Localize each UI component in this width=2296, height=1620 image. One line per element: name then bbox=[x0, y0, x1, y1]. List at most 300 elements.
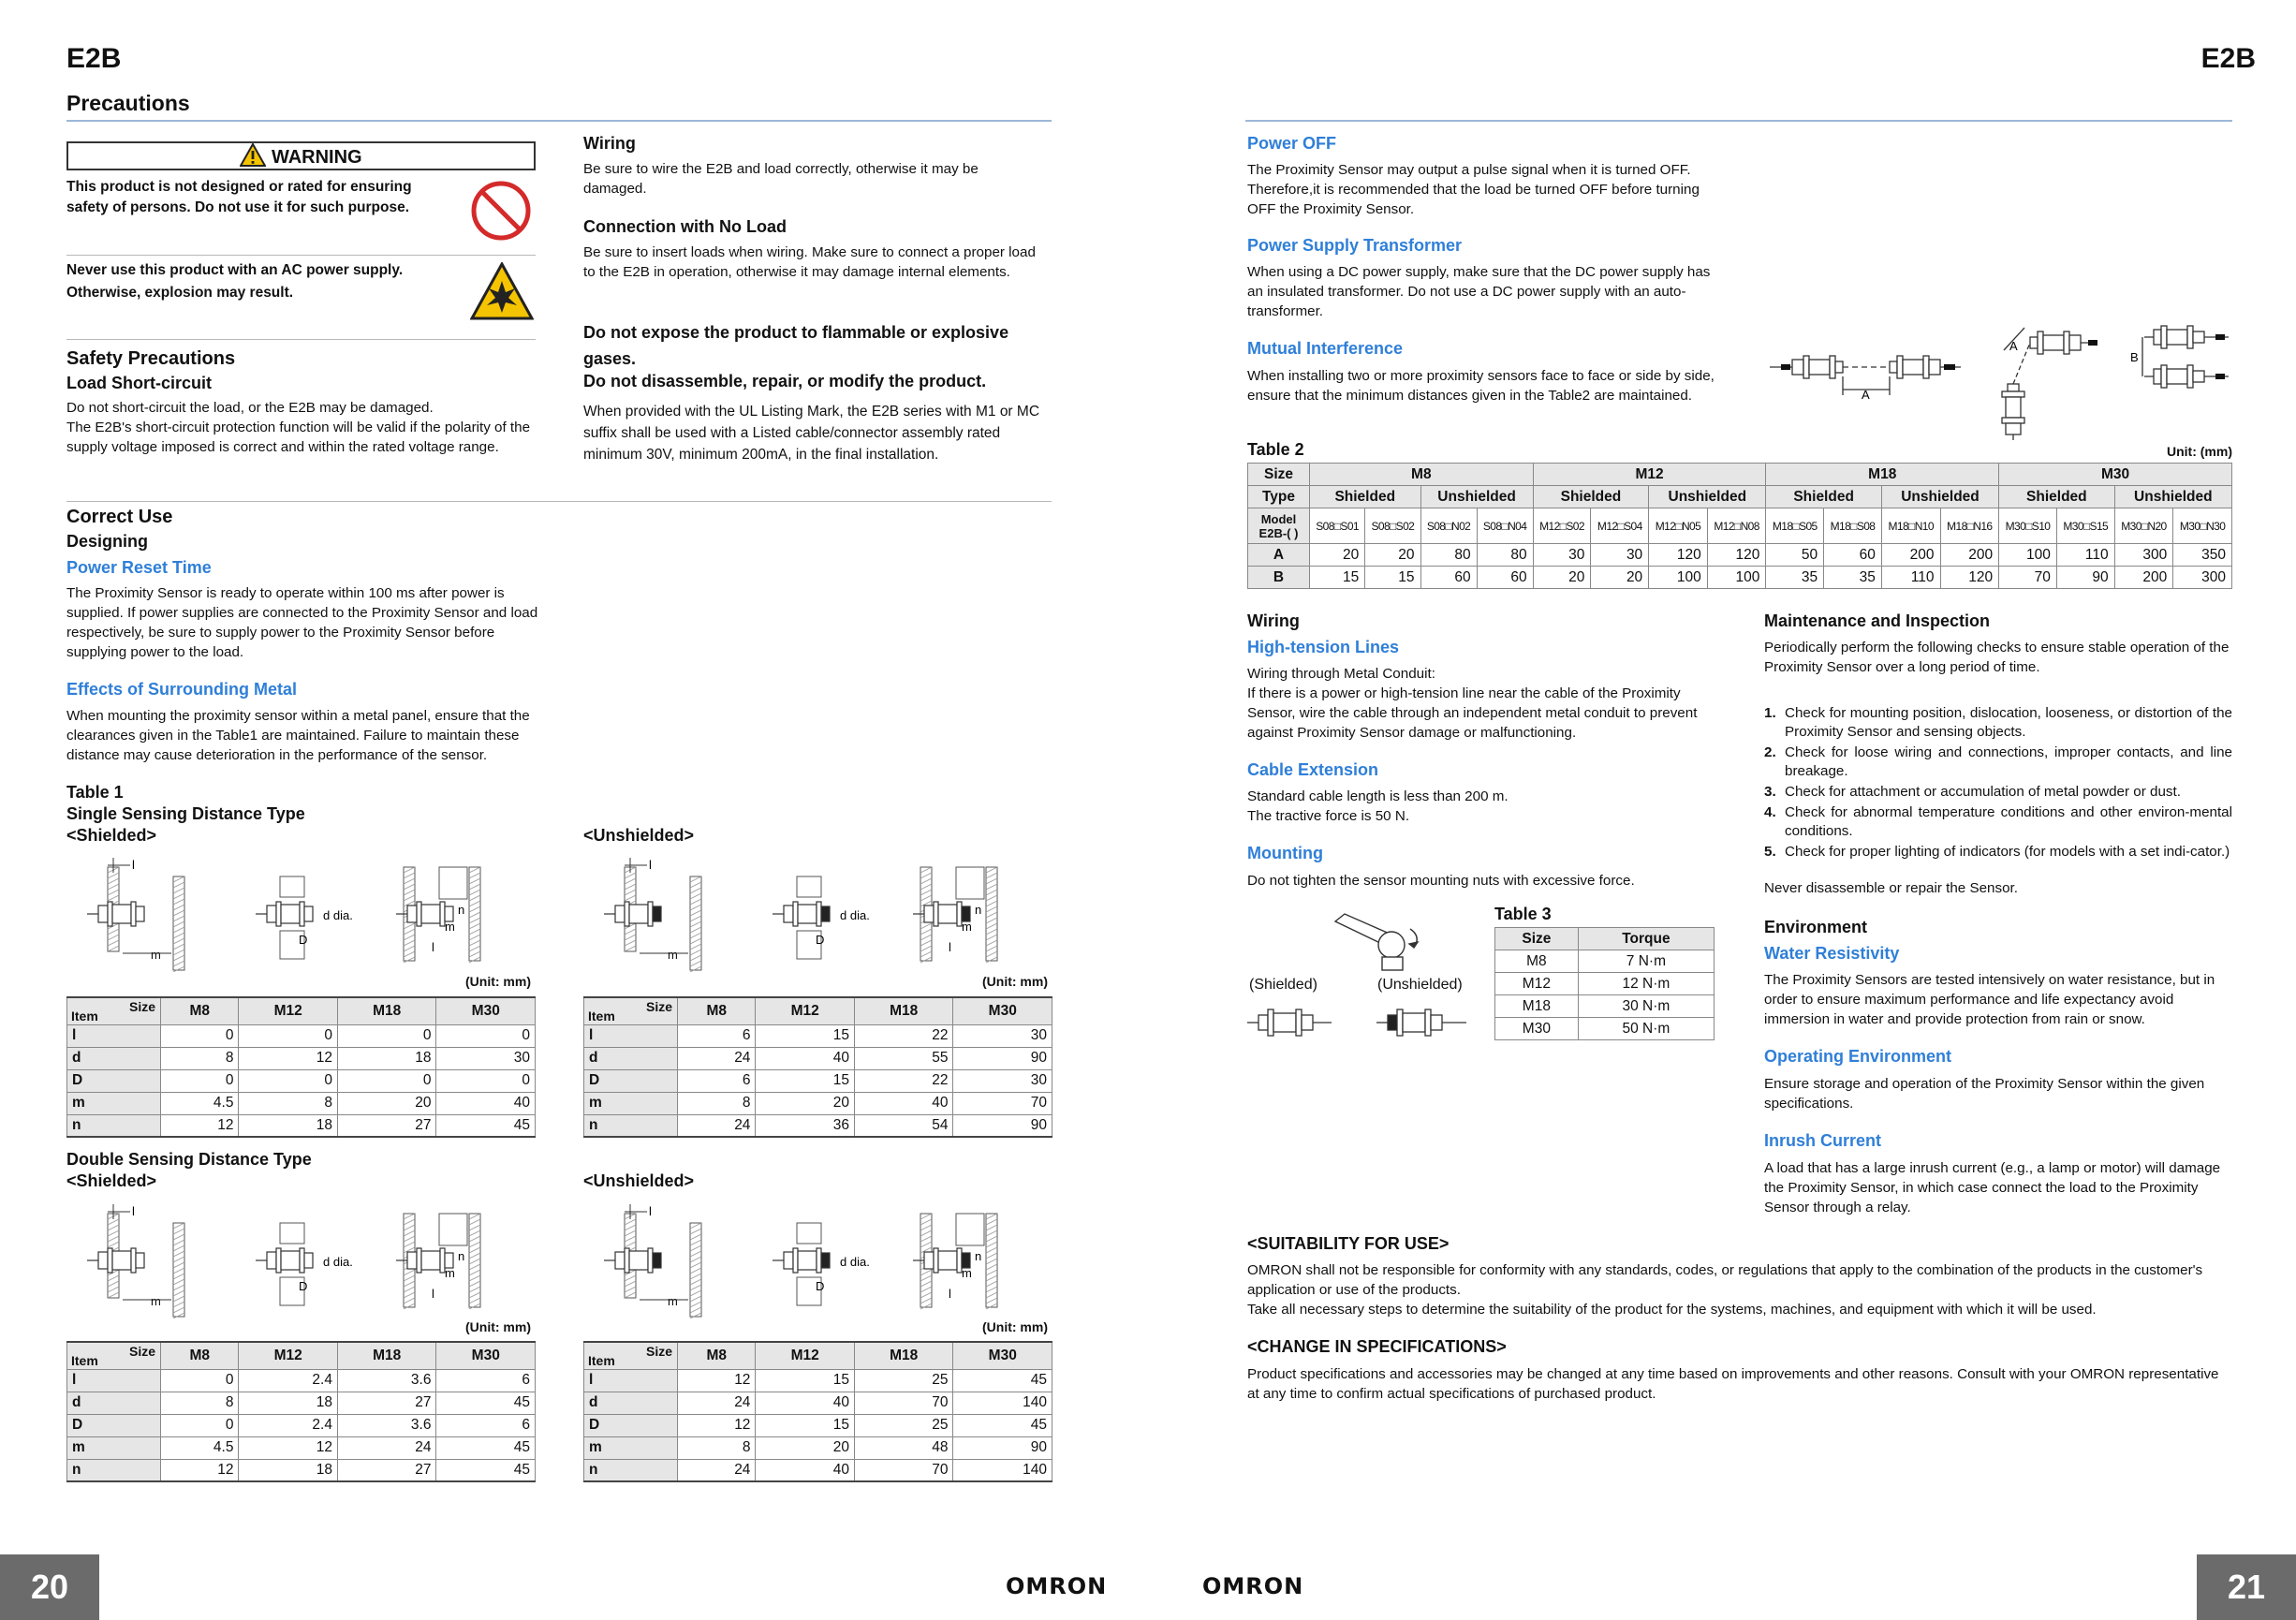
table-cell: 20 bbox=[756, 1092, 855, 1114]
table-cell: S08□N02 bbox=[1420, 508, 1477, 544]
high-tension-title: High-tension Lines bbox=[1247, 638, 1399, 656]
table-cell: 200 bbox=[2114, 567, 2173, 589]
table-row bbox=[67, 1392, 536, 1414]
maintenance-checklist bbox=[1764, 704, 2232, 863]
row-label: B bbox=[1248, 567, 1310, 589]
table-cell: 15 bbox=[1310, 567, 1365, 589]
change-title: <CHANGE IN SPECIFICATIONS> bbox=[1247, 1337, 1507, 1356]
table-cell: 18 bbox=[239, 1114, 338, 1137]
single-shielded-label: <Shielded> bbox=[66, 826, 157, 845]
table-cell: 300 bbox=[2173, 567, 2232, 589]
suitability-title: <SUITABILITY FOR USE> bbox=[1247, 1234, 1450, 1253]
change-text: Product specifications and accessories may be changed at any time based on improvements and other reasons. Consult with your OMRON representative at any time to confirm actual specifications of purchased product. bbox=[1247, 1366, 2219, 1402]
row-label: d bbox=[584, 1047, 678, 1069]
table-cell: 48 bbox=[854, 1436, 953, 1459]
flammable-warning: Do not expose the product to flammable or explosive gases. bbox=[583, 323, 1009, 368]
mounting-title: Mounting bbox=[1247, 844, 1323, 862]
table-cell: 15 bbox=[1365, 567, 1420, 589]
table-cell: 20 bbox=[337, 1092, 436, 1114]
sensor-clearance-diagram bbox=[583, 848, 1053, 972]
table-cell: 90 bbox=[953, 1436, 1052, 1459]
column-header: Shielded bbox=[1310, 486, 1421, 508]
wiring-right-title: Wiring bbox=[1247, 611, 1300, 630]
dim-label-n: n bbox=[458, 1249, 465, 1263]
table-cell: 3.6 bbox=[337, 1369, 436, 1392]
single-shielded-diagrams bbox=[66, 848, 537, 972]
row-label: m bbox=[67, 1092, 161, 1114]
table-cell: 30 bbox=[436, 1047, 536, 1069]
sensor-clearance-diagram bbox=[583, 1195, 1053, 1318]
table3-title: Table 3 bbox=[1494, 905, 1552, 923]
double-shielded-table bbox=[66, 1341, 536, 1482]
list-item: 1. Check for mounting position, dislocation, looseness, or distortion of the Proximity Sensor and sensing objects. bbox=[1764, 705, 2232, 740]
suitability-text-1: OMRON shall not be responsible for conformity with any standards, codes, or regulations that apply to the combination of the products in the customer's application or use of the products. bbox=[1247, 1262, 2203, 1298]
table-row bbox=[67, 1069, 536, 1092]
high-tension-text: Wiring through Metal Conduit: If there is a power or high-tension line near the cable of the Proximity Sensor, wire the cable through an independent metal conduit to prevent against Proximity Sensor damage or malfunctioning. bbox=[1247, 666, 1698, 741]
table-cell: 12 bbox=[678, 1414, 756, 1436]
row-label: l bbox=[67, 1369, 161, 1392]
environment-title: Environment bbox=[1764, 918, 1868, 936]
table-cell: 300 bbox=[2114, 544, 2173, 567]
column-header: Unshielded bbox=[2114, 486, 2231, 508]
unit-label: (Unit: mm) bbox=[982, 974, 1048, 989]
single-type-title: Single Sensing Distance Type bbox=[66, 804, 305, 823]
metal-title: Effects of Surrounding Metal bbox=[66, 680, 298, 699]
unit-label: (Unit: mm) bbox=[465, 1319, 531, 1334]
corner-item: Item bbox=[71, 1352, 98, 1368]
mutual-label-b: B bbox=[2130, 350, 2139, 364]
table-cell: 8 bbox=[239, 1092, 338, 1114]
table-cell: 27 bbox=[337, 1459, 436, 1481]
table-cell: 12 bbox=[239, 1436, 338, 1459]
table-cell: 35 bbox=[1766, 567, 1824, 589]
omron-logo: OMRON bbox=[1006, 1573, 1108, 1599]
table-cell: 12 bbox=[678, 1369, 756, 1392]
list-item: 2. Check for loose wiring and connections, improper contacts, and line breakage. bbox=[1764, 744, 2232, 779]
table-cell: 30 bbox=[953, 1069, 1052, 1092]
mutual-label-a: A bbox=[2009, 339, 2018, 353]
column-header: M8 bbox=[1310, 464, 1534, 486]
table-cell: 60 bbox=[1477, 567, 1533, 589]
table-cell: 0 bbox=[436, 1069, 536, 1092]
table-cell: 100 bbox=[1999, 544, 2057, 567]
operating-title: Operating Environment bbox=[1764, 1047, 1952, 1066]
row-label: A bbox=[1248, 544, 1310, 567]
table-cell: 70 bbox=[1999, 567, 2057, 589]
table-cell: 12 bbox=[161, 1459, 239, 1481]
table-cell: 140 bbox=[953, 1459, 1052, 1481]
power-off-text: The Proximity Sensor may output a pulse signal when it is turned OFF. Therefore,it is recommended that the load be turned OFF before turning OFF the Proximity Sensor. bbox=[1247, 162, 1700, 217]
mutual-title: Mutual Interference bbox=[1247, 339, 1404, 358]
table-cell: 100 bbox=[1707, 567, 1766, 589]
table-cell: M12 bbox=[1495, 973, 1579, 995]
mutual-label-a: A bbox=[1862, 388, 1870, 402]
left-header: E2B bbox=[66, 43, 122, 74]
table-cell: 40 bbox=[756, 1392, 855, 1414]
table-cell: 0 bbox=[161, 1024, 239, 1047]
table-cell: 90 bbox=[953, 1047, 1052, 1069]
list-item: 5. Check for proper lighting of indicators (for models with a set indi-cator.) bbox=[1764, 844, 2230, 860]
table1-title: Table 1 bbox=[66, 783, 124, 802]
table-cell: 60 bbox=[1824, 544, 1882, 567]
page-title: Precautions bbox=[66, 91, 190, 115]
table-row bbox=[1495, 950, 1715, 973]
table-cell: 0 bbox=[161, 1414, 239, 1436]
table-cell: M12□S04 bbox=[1591, 508, 1649, 544]
column-header: M12 bbox=[756, 1342, 855, 1369]
mutual-interference-table bbox=[1247, 463, 2232, 589]
column-header: M30 bbox=[953, 997, 1052, 1024]
noload-text: Be sure to insert loads when wiring. Make sure to connect a proper load to the E2B in operation, otherwise it may damage internal elements. bbox=[583, 244, 1036, 280]
row-label: Model E2B-( ) bbox=[1248, 508, 1310, 544]
row-label: n bbox=[584, 1114, 678, 1137]
power-reset-text: The Proximity Sensor is ready to operate within 100 ms after power is supplied. If power supplies are connected to the Proximity Sensor and load respectively, be sure to supply power to the Proximity Sensor before supplying power to the load. bbox=[66, 585, 538, 660]
table-cell: 6 bbox=[678, 1069, 756, 1092]
dim-label-m: m bbox=[151, 1294, 161, 1308]
table-cell: 90 bbox=[2056, 567, 2114, 589]
page-number: 20 bbox=[0, 1554, 99, 1620]
corner-cell bbox=[584, 1342, 678, 1369]
table-cell: 4.5 bbox=[161, 1092, 239, 1114]
row-label: n bbox=[67, 1114, 161, 1137]
table-cell: 20 bbox=[1533, 567, 1591, 589]
corner-cell bbox=[67, 1342, 161, 1369]
column-header: Shielded bbox=[1999, 486, 2115, 508]
dim-label-l: l bbox=[132, 1204, 135, 1218]
corner-item: Item bbox=[588, 1352, 615, 1368]
table-cell: 350 bbox=[2173, 544, 2232, 567]
table-row bbox=[584, 1024, 1052, 1047]
table-row bbox=[67, 1414, 536, 1436]
inrush-text: A load that has a large inrush current (e.g., a lamp or motor) will damage the Proximity Sensor, in which case connect the load to the Proximity Sensor through a relay. bbox=[1764, 1160, 2221, 1215]
title-rule bbox=[1245, 120, 2232, 122]
row-label: m bbox=[584, 1436, 678, 1459]
table-row bbox=[67, 1459, 536, 1481]
table-row bbox=[584, 1392, 1052, 1414]
table-cell: 140 bbox=[953, 1392, 1052, 1414]
disassemble-warning: Do not disassemble, repair, or modify the product. bbox=[583, 372, 987, 390]
single-unshielded-table bbox=[583, 996, 1052, 1138]
shielded-caption: (Shielded) bbox=[1249, 977, 1317, 993]
dim-label-n: n bbox=[458, 903, 465, 917]
column-header: M12 bbox=[1533, 464, 1766, 486]
table-cell: 90 bbox=[953, 1114, 1052, 1137]
unshielded-caption: (Unshielded) bbox=[1377, 977, 1463, 993]
table-cell: 0 bbox=[337, 1069, 436, 1092]
load-short-text: Do not short-circuit the load, or the E2B may be damaged. The E2B's short-circuit protection function will be valid if the polarity of the supply voltage imposed is correct and within the rated voltage range. bbox=[66, 400, 531, 455]
table-cell: 50 bbox=[1766, 544, 1824, 567]
table-row bbox=[584, 1047, 1052, 1069]
table-row bbox=[584, 1092, 1052, 1114]
row-label: n bbox=[584, 1459, 678, 1481]
power-off-title: Power OFF bbox=[1247, 134, 1337, 153]
corner-item: Item bbox=[71, 1008, 98, 1024]
row-label: D bbox=[67, 1069, 161, 1092]
table-cell: 15 bbox=[756, 1369, 855, 1392]
inrush-title: Inrush Current bbox=[1764, 1131, 1882, 1150]
table-cell: 30 bbox=[1533, 544, 1591, 567]
table-cell: 8 bbox=[678, 1436, 756, 1459]
dim-label-d: d dia. bbox=[840, 908, 870, 922]
table-cell: M18□N10 bbox=[1881, 508, 1940, 544]
table-cell: 15 bbox=[756, 1069, 855, 1092]
dim-label-m: m bbox=[445, 920, 455, 934]
table-row bbox=[67, 1024, 536, 1047]
row-label: Size bbox=[1248, 464, 1310, 486]
table-cell: 2.4 bbox=[239, 1369, 338, 1392]
column-header: Size bbox=[1495, 928, 1579, 950]
corner-size: Size bbox=[128, 999, 155, 1014]
table-row bbox=[584, 1369, 1052, 1392]
table-cell: 0 bbox=[239, 1069, 338, 1092]
table-cell: 15 bbox=[756, 1024, 855, 1047]
table-cell: 80 bbox=[1477, 544, 1533, 567]
row-label: n bbox=[67, 1459, 161, 1481]
table2-title: Table 2 bbox=[1247, 440, 1304, 459]
table-row bbox=[584, 1414, 1052, 1436]
table-cell: 8 bbox=[161, 1392, 239, 1414]
sensor-clearance-diagram bbox=[66, 1195, 537, 1318]
right-page bbox=[1148, 0, 2296, 1620]
column-header: M18 bbox=[854, 997, 953, 1024]
double-unshielded-diagrams bbox=[583, 1195, 1053, 1318]
water-text: The Proximity Sensors are tested intensively on water resistance, but in order to ensure maximum performance and life expectancy avoid immersion in water and provide protection from rain or snow. bbox=[1764, 972, 2215, 1027]
omron-logo: OMRON bbox=[1202, 1573, 1304, 1599]
column-header: M8 bbox=[161, 997, 239, 1024]
warning-text-1: This product is not designed or rated for ensuring safety of persons. Do not use it for such purpose. bbox=[66, 179, 412, 215]
table-row bbox=[584, 1459, 1052, 1481]
column-header: M30 bbox=[436, 997, 536, 1024]
table-cell: M30□N30 bbox=[2173, 508, 2232, 544]
table-cell: 45 bbox=[953, 1369, 1052, 1392]
table-cell: 110 bbox=[1881, 567, 1940, 589]
warning-label: WARNING bbox=[271, 147, 362, 168]
table-cell: 200 bbox=[1940, 544, 1999, 567]
metal-text: When mounting the proximity sensor within a metal panel, ensure that the clearances given in the Table1 are maintained. Failure to maintain these distance may cause deterioration in the performance of the sensor. bbox=[66, 708, 530, 763]
table-row bbox=[67, 1047, 536, 1069]
row-label: l bbox=[67, 1024, 161, 1047]
row-label: D bbox=[67, 1414, 161, 1436]
unshielded-sensor-icon bbox=[1376, 1006, 1470, 1039]
corner-item: Item bbox=[588, 1008, 615, 1024]
explosion-warning-icon bbox=[470, 262, 534, 320]
operating-text: Ensure storage and operation of the Proximity Sensor within the given specifications. bbox=[1764, 1076, 2205, 1112]
table-cell: M30□S15 bbox=[2056, 508, 2114, 544]
column-header: M12 bbox=[239, 1342, 338, 1369]
load-short-title: Load Short-circuit bbox=[66, 374, 213, 392]
table-row bbox=[1248, 567, 2232, 589]
table-cell: 8 bbox=[161, 1047, 239, 1069]
table-cell: 24 bbox=[678, 1392, 756, 1414]
table-cell: 25 bbox=[854, 1369, 953, 1392]
table-cell: 40 bbox=[756, 1047, 855, 1069]
corner-cell bbox=[67, 997, 161, 1024]
column-header: M12 bbox=[756, 997, 855, 1024]
table-cell: 24 bbox=[337, 1436, 436, 1459]
shielded-sensor-icon bbox=[1247, 1006, 1332, 1039]
divider bbox=[66, 255, 536, 256]
column-header: M8 bbox=[161, 1342, 239, 1369]
table-cell: M12□N08 bbox=[1707, 508, 1766, 544]
dim-label-n: n bbox=[975, 903, 982, 917]
title-rule bbox=[66, 120, 1052, 122]
table-row bbox=[584, 1069, 1052, 1092]
column-header: M18 bbox=[854, 1342, 953, 1369]
column-header: M8 bbox=[678, 1342, 756, 1369]
table-cell: 55 bbox=[854, 1047, 953, 1069]
double-type-title: Double Sensing Distance Type bbox=[66, 1150, 312, 1169]
wrench-mounting-icon bbox=[1317, 903, 1457, 978]
column-header: Shielded bbox=[1766, 486, 1882, 508]
dim-label-m: m bbox=[151, 948, 161, 962]
table-row bbox=[67, 1369, 536, 1392]
mounting-text: Do not tighten the sensor mounting nuts with excessive force. bbox=[1247, 873, 1635, 889]
table-cell: 27 bbox=[337, 1114, 436, 1137]
table-cell: 20 bbox=[1591, 567, 1649, 589]
dim-label-D: D bbox=[299, 933, 308, 947]
table-cell: 0 bbox=[436, 1024, 536, 1047]
cable-extension-text: Standard cable length is less than 200 m. The tractive force is 50 N. bbox=[1247, 788, 1509, 824]
table-cell: M30□N20 bbox=[2114, 508, 2173, 544]
table-cell: M30□S10 bbox=[1999, 508, 2057, 544]
maintenance-intro: Periodically perform the following checks to ensure stable operation of the Proximity Sensor over a long period of time. bbox=[1764, 640, 2230, 675]
table-cell: 45 bbox=[436, 1392, 536, 1414]
table-cell: 40 bbox=[854, 1092, 953, 1114]
transformer-text: When using a DC power supply, make sure that the DC power supply has an insulated transformer. Do not use a DC power supply with an auto-transformer. bbox=[1247, 264, 1711, 319]
table-cell: 0 bbox=[161, 1069, 239, 1092]
correct-use-title: Correct Use bbox=[66, 507, 173, 527]
warning-triangle-icon bbox=[240, 143, 266, 167]
table-cell: 0 bbox=[161, 1369, 239, 1392]
table2-unit: Unit: (mm) bbox=[2167, 444, 2232, 459]
dim-label-d: d dia. bbox=[323, 1255, 353, 1269]
table-cell: 200 bbox=[1881, 544, 1940, 567]
table-cell: 18 bbox=[239, 1459, 338, 1481]
designing-title: Designing bbox=[66, 532, 149, 551]
double-unshielded-table bbox=[583, 1341, 1052, 1482]
table-cell: 54 bbox=[854, 1114, 953, 1137]
row-label: d bbox=[67, 1047, 161, 1069]
warning-text-2: Never use this product with an AC power supply. Otherwise, explosion may result. bbox=[66, 262, 404, 301]
maintenance-title: Maintenance and Inspection bbox=[1764, 611, 1991, 630]
column-header: M30 bbox=[436, 1342, 536, 1369]
table-cell: 12 bbox=[161, 1114, 239, 1137]
row-label: m bbox=[584, 1092, 678, 1114]
divider bbox=[66, 501, 1052, 502]
dim-label-m: m bbox=[962, 920, 972, 934]
cable-extension-title: Cable Extension bbox=[1247, 760, 1379, 779]
corner-size: Size bbox=[645, 999, 672, 1014]
table-cell: 6 bbox=[436, 1369, 536, 1392]
table-row bbox=[67, 1092, 536, 1114]
dim-label-l: l bbox=[432, 1287, 434, 1301]
table-cell: S08□S01 bbox=[1310, 508, 1365, 544]
single-shielded-table bbox=[66, 996, 536, 1138]
table-cell: M18□N16 bbox=[1940, 508, 1999, 544]
table-cell: 20 bbox=[756, 1436, 855, 1459]
row-label: d bbox=[584, 1392, 678, 1414]
table-cell: 45 bbox=[436, 1114, 536, 1137]
table-cell: 60 bbox=[1420, 567, 1477, 589]
table-cell: 0 bbox=[239, 1024, 338, 1047]
table-cell: 18 bbox=[239, 1392, 338, 1414]
dim-label-d: d dia. bbox=[840, 1255, 870, 1269]
table-cell: 120 bbox=[1649, 544, 1708, 567]
column-header: M18 bbox=[337, 1342, 436, 1369]
page-number: 21 bbox=[2197, 1554, 2296, 1620]
table-cell: S08□S02 bbox=[1365, 508, 1420, 544]
table-cell: 30 N·m bbox=[1578, 995, 1714, 1018]
double-shielded-diagrams bbox=[66, 1195, 537, 1318]
table-cell: 22 bbox=[854, 1069, 953, 1092]
single-unshielded-label: <Unshielded> bbox=[583, 826, 695, 845]
table-cell: 6 bbox=[436, 1414, 536, 1436]
table-cell: M12□N05 bbox=[1649, 508, 1708, 544]
dim-label-m: m bbox=[668, 948, 678, 962]
table-row bbox=[584, 1436, 1052, 1459]
double-unshielded-label: <Unshielded> bbox=[583, 1171, 695, 1190]
divider bbox=[66, 339, 536, 340]
power-reset-title: Power Reset Time bbox=[66, 558, 212, 577]
table-row bbox=[584, 1114, 1052, 1137]
column-header: Torque bbox=[1578, 928, 1714, 950]
dim-label-l: l bbox=[432, 940, 434, 954]
row-label: m bbox=[67, 1436, 161, 1459]
dim-label-m: m bbox=[445, 1266, 455, 1280]
corner-cell bbox=[584, 997, 678, 1024]
warning-box bbox=[66, 141, 536, 170]
dim-label-d: d dia. bbox=[323, 908, 353, 922]
table-cell: 45 bbox=[436, 1436, 536, 1459]
column-header: M30 bbox=[1999, 464, 2232, 486]
dim-label-l: l bbox=[132, 858, 135, 872]
table-cell: 24 bbox=[678, 1114, 756, 1137]
table-cell: M8 bbox=[1495, 950, 1579, 973]
table-cell: 40 bbox=[436, 1092, 536, 1114]
column-header: Unshielded bbox=[1420, 486, 1533, 508]
table-row bbox=[67, 1114, 536, 1137]
table-cell: M18□S08 bbox=[1824, 508, 1882, 544]
table-cell: 18 bbox=[337, 1047, 436, 1069]
dim-label-m: m bbox=[962, 1266, 972, 1280]
dim-label-m: m bbox=[668, 1294, 678, 1308]
table-cell: 80 bbox=[1420, 544, 1477, 567]
dim-label-l: l bbox=[949, 1287, 951, 1301]
suitability-text-2: Take all necessary steps to determine the suitability of the product for the systems, machines, and equipment with which it will be used. bbox=[1247, 1302, 2097, 1318]
dim-label-l: l bbox=[649, 1204, 652, 1218]
table-cell: 24 bbox=[678, 1047, 756, 1069]
table-row bbox=[1248, 544, 2232, 567]
column-header: M18 bbox=[1766, 464, 1999, 486]
table-cell: 4.5 bbox=[161, 1436, 239, 1459]
table-row bbox=[1495, 973, 1715, 995]
table-cell: M30 bbox=[1495, 1018, 1579, 1040]
table-cell: 15 bbox=[756, 1414, 855, 1436]
table-cell: 120 bbox=[1707, 544, 1766, 567]
right-header: E2B bbox=[2200, 43, 2256, 74]
table-cell: 45 bbox=[953, 1414, 1052, 1436]
table-cell: 2.4 bbox=[239, 1414, 338, 1436]
table-cell: 30 bbox=[953, 1024, 1052, 1047]
column-header: Unshielded bbox=[1881, 486, 1998, 508]
table-row bbox=[1495, 995, 1715, 1018]
single-unshielded-diagrams bbox=[583, 848, 1053, 972]
table-row bbox=[1495, 1018, 1715, 1040]
table-cell: 36 bbox=[756, 1114, 855, 1137]
table-cell: 40 bbox=[756, 1459, 855, 1481]
table-cell: 30 bbox=[1591, 544, 1649, 567]
list-item: 3. Check for attachment or accumulation of metal powder or dust. bbox=[1764, 784, 2181, 800]
